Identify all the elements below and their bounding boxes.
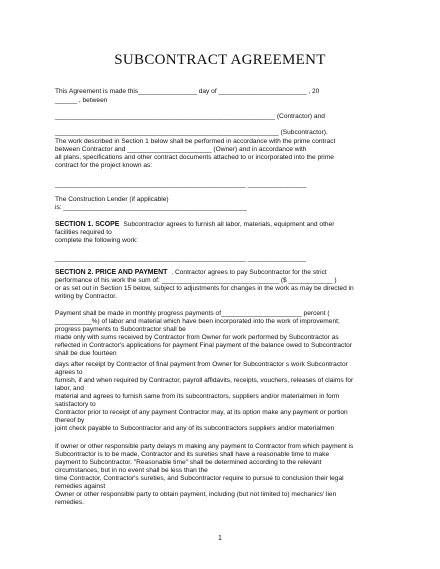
text-line: The Construction Lender (if applicable) [55,196,169,203]
text-line: The work described in Section 1 below shall be performed in accordance with the prime contract [55,138,336,145]
text-line: is: __________________________________________________ [55,204,247,211]
text-line: joint check payable to Subcontractor and any of its subcontractors suppliers and/or materialmen [55,425,335,432]
text-line: or as set out in Section 15 below, subject to adjustments for changes in the work as may be directed in [55,285,354,292]
text-line: ____________________________________________________ ________________ [55,181,307,188]
text-line: complete the following work: [55,237,138,244]
section-1-line [55,221,334,229]
text-line: days after receipt by Contractor of final payment from Owner for Subcontractor s work Subcontractor [55,361,348,368]
text-line: ____________________________________________________ ________________ [55,255,307,262]
text-line: agrees to [55,369,83,376]
document-title: SUBCONTRACT AGREEMENT [114,52,326,68]
text-line: facilities required to [55,229,112,236]
section-2-heading: SECTION 2. PRICE AND PAYMENT [55,269,168,276]
section-1-heading: SECTION 1. SCOPE [55,221,120,228]
text-line: thereof by [55,417,85,424]
text-line: performance of his work the sum of: ________________________________ ($ ____________ ) [55,277,337,284]
section-1-text: Subcontractor agrees to furnish all labor, materials, equipment and other [123,221,335,228]
text-line: satisfactory to [55,401,96,408]
text-line: material and agrees to furnish same from its subcontractors, suppliers and/or materialmen in form [55,393,340,400]
text-line: shall be due fourteen [55,350,117,357]
text-line: Contractor prior to receipt of any payment Contractor may, at its option make any payment or portion [55,409,348,416]
text-line: Owner or other responsible party to obtain payment, including (but not limited to) mechanics' lien [55,491,337,498]
section-2-text: . Contractor agrees to pay Subcontractor for the strict [171,269,327,276]
text-line: ____________________________________________________________ (Contractor) and [55,113,325,120]
text-line: all plans, specifications and other contract documents attached to or incorporated into the prime [55,154,334,161]
text-line: This Agreement is made this________________ day of ________________________ , 20 [55,88,320,95]
text-line: payment to Subcontractor. "Reasonable time" shall be determined according to the relevant [55,459,322,466]
text-line: between Contractor and _______________________ (Owner) and in accordance with [55,146,307,153]
text-line: made only with sums received by Contractor from Owner for work performed by Subcontractor as [55,334,339,341]
text-line: ______ , between [55,97,108,104]
text-line: time Contractor, Contractor's sureties, and Subcontractor require to pursue to conclusion their legal [55,475,344,482]
text-line: progress payments to Subcontractor shall be [55,326,186,333]
text-line: If owner or other responsible party delays m making any payment to Contractor from which payment is [55,443,354,450]
text-line: remedies against [55,483,106,490]
section-2-line [55,269,327,277]
text-line: furnish, if and when required by Contractor, payroll affidavits, receipts, vouchers, releases of claims for [55,377,354,384]
text-line: remedies. [55,499,84,506]
text-line: __________%) of labor and material which have been incorporated into the work of improvement; [55,318,340,325]
text-line: contract for the project known as: [55,162,153,169]
text-line: writing by Contractor. [55,293,117,300]
text-line: reflected in Contractor's applications for payment Final payment of the balance owed to Subcontractor [55,342,353,349]
text-line: Subcontractor is to be made, Contractor and its sureties shall have a reasonable time to make [55,451,330,458]
text-line: Payment shall be made in monthly progress payments of______________________ percent ( [55,310,330,317]
text-line: _____________________________________________________________ (Subcontractor). [55,129,328,136]
page-number: 1 [218,535,222,542]
text-line: circumstances, but in no event shall be less than the [55,467,208,474]
text-line: labor, and [55,385,84,392]
